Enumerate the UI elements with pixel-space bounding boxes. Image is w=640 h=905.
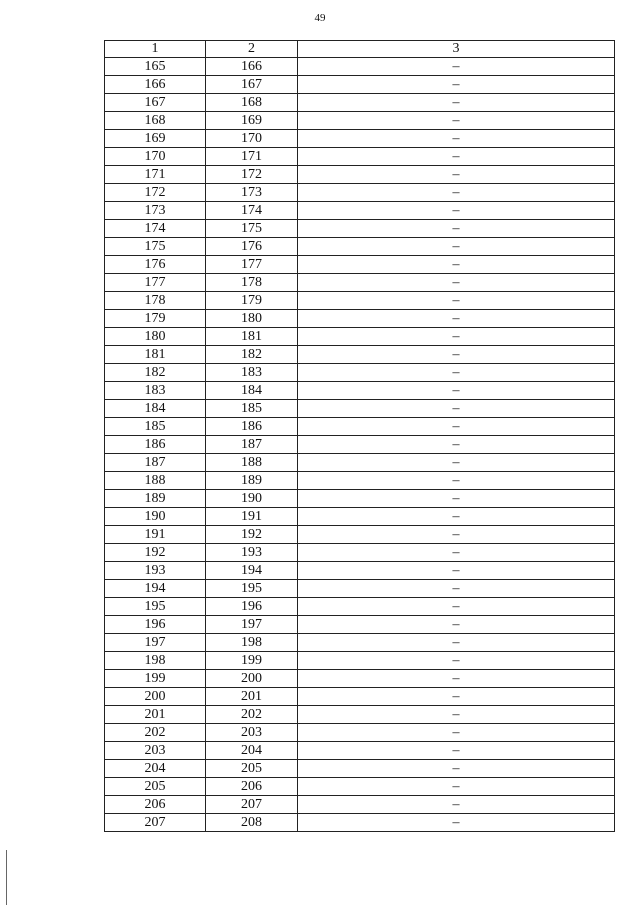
table-row [105, 130, 615, 148]
table-body [105, 58, 615, 832]
table-row [105, 202, 615, 220]
table-cell-col3: – [298, 436, 615, 454]
table-cell-col1: 167 [105, 94, 206, 112]
table-cell-col1: 202 [105, 724, 206, 742]
table-row [105, 760, 615, 778]
scan-edge-line [6, 850, 7, 905]
table-cell-col1: 178 [105, 292, 206, 310]
table-cell-col2: 206 [206, 778, 298, 796]
table-row [105, 346, 615, 364]
table-row [105, 454, 615, 472]
table-cell-col2: 188 [206, 454, 298, 472]
table-cell-col1: 174 [105, 220, 206, 238]
table-cell-col1: 192 [105, 544, 206, 562]
table-cell-col3: – [298, 220, 615, 238]
table-cell-col2: 181 [206, 328, 298, 346]
table-cell-col1: 197 [105, 634, 206, 652]
table-cell-col2: 168 [206, 94, 298, 112]
table-row [105, 688, 615, 706]
table-cell-col3: – [298, 184, 615, 202]
table-row [105, 94, 615, 112]
table-cell-col3: – [298, 598, 615, 616]
table-cell-col1: 173 [105, 202, 206, 220]
table-cell-col3: – [298, 310, 615, 328]
table-cell-col1: 199 [105, 670, 206, 688]
table-cell-col2: 172 [206, 166, 298, 184]
table-cell-col3: – [298, 760, 615, 778]
table-row [105, 472, 615, 490]
table-row [105, 526, 615, 544]
table-cell-col2: 183 [206, 364, 298, 382]
table-cell-col3: – [298, 706, 615, 724]
table-row [105, 220, 615, 238]
table-cell-col2: 180 [206, 310, 298, 328]
table-cell-col3: – [298, 274, 615, 292]
table-cell-col2: 186 [206, 418, 298, 436]
table-cell-col2: 170 [206, 130, 298, 148]
table-row [105, 184, 615, 202]
table-cell-col3: – [298, 382, 615, 400]
table-row [105, 544, 615, 562]
table-cell-col1: 186 [105, 436, 206, 454]
table-cell-col2: 198 [206, 634, 298, 652]
table-cell-col3: – [298, 130, 615, 148]
table-row [105, 328, 615, 346]
table-cell-col3: – [298, 670, 615, 688]
table-cell-col1: 165 [105, 58, 206, 76]
table-row [105, 706, 615, 724]
table-cell-col2: 173 [206, 184, 298, 202]
table-cell-col2: 178 [206, 274, 298, 292]
table-cell-col1: 194 [105, 580, 206, 598]
table-row [105, 580, 615, 598]
table-cell-col3: – [298, 148, 615, 166]
table-row [105, 598, 615, 616]
table-row [105, 148, 615, 166]
table-cell-col3: – [298, 238, 615, 256]
table-row [105, 814, 615, 832]
table-cell-col2: 176 [206, 238, 298, 256]
table-cell-col1: 168 [105, 112, 206, 130]
table-cell-col1: 190 [105, 508, 206, 526]
table-cell-col2: 166 [206, 58, 298, 76]
table-row [105, 364, 615, 382]
table-cell-col1: 201 [105, 706, 206, 724]
table-cell-col3: – [298, 346, 615, 364]
table-cell-col3: – [298, 562, 615, 580]
table-cell-col1: 169 [105, 130, 206, 148]
table-row [105, 310, 615, 328]
table-cell-col1: 203 [105, 742, 206, 760]
table-cell-col3: – [298, 454, 615, 472]
table-cell-col1: 175 [105, 238, 206, 256]
table-cell-col2: 207 [206, 796, 298, 814]
table-cell-col3: – [298, 634, 615, 652]
table-row [105, 166, 615, 184]
table-row [105, 382, 615, 400]
header-row [105, 41, 615, 58]
page-number: 49 [314, 12, 326, 24]
table-row [105, 436, 615, 454]
table-cell-col2: 195 [206, 580, 298, 598]
column-header-3: 3 [298, 41, 615, 58]
table-cell-col1: 206 [105, 796, 206, 814]
column-header-1: 1 [105, 41, 206, 58]
table-cell-col1: 188 [105, 472, 206, 490]
table-cell-col2: 177 [206, 256, 298, 274]
table-cell-col3: – [298, 256, 615, 274]
table-row [105, 400, 615, 418]
table-cell-col1: 179 [105, 310, 206, 328]
table-cell-col1: 205 [105, 778, 206, 796]
table-cell-col3: – [298, 58, 615, 76]
table-cell-col3: – [298, 796, 615, 814]
table-row [105, 562, 615, 580]
table-cell-col3: – [298, 202, 615, 220]
table-cell-col2: 201 [206, 688, 298, 706]
table-cell-col3: – [298, 778, 615, 796]
table-row [105, 670, 615, 688]
table-row [105, 274, 615, 292]
table-cell-col3: – [298, 742, 615, 760]
table-row [105, 112, 615, 130]
table-cell-col3: – [298, 814, 615, 832]
table-cell-col2: 179 [206, 292, 298, 310]
data-table [104, 40, 615, 832]
table-row [105, 724, 615, 742]
table-cell-col3: – [298, 508, 615, 526]
table-cell-col2: 184 [206, 382, 298, 400]
table-cell-col1: 204 [105, 760, 206, 778]
table-cell-col1: 193 [105, 562, 206, 580]
table-row [105, 490, 615, 508]
table-cell-col1: 195 [105, 598, 206, 616]
table-cell-col1: 172 [105, 184, 206, 202]
table-cell-col2: 169 [206, 112, 298, 130]
table-cell-col2: 194 [206, 562, 298, 580]
table-row [105, 634, 615, 652]
table-row [105, 292, 615, 310]
table-row [105, 742, 615, 760]
table-cell-col2: 189 [206, 472, 298, 490]
table-cell-col2: 199 [206, 652, 298, 670]
table-cell-col2: 197 [206, 616, 298, 634]
table-row [105, 76, 615, 94]
table-cell-col3: – [298, 652, 615, 670]
table-cell-col3: – [298, 418, 615, 436]
table-cell-col2: 185 [206, 400, 298, 418]
table-cell-col2: 203 [206, 724, 298, 742]
table-cell-col1: 177 [105, 274, 206, 292]
table-row [105, 508, 615, 526]
table-cell-col1: 176 [105, 256, 206, 274]
table-cell-col2: 174 [206, 202, 298, 220]
table-row [105, 796, 615, 814]
table-row [105, 778, 615, 796]
table-cell-col1: 182 [105, 364, 206, 382]
table-cell-col2: 175 [206, 220, 298, 238]
table-cell-col3: – [298, 400, 615, 418]
table-cell-col3: – [298, 166, 615, 184]
table-header [105, 41, 615, 58]
table-row [105, 616, 615, 634]
table-cell-col2: 200 [206, 670, 298, 688]
table-cell-col3: – [298, 364, 615, 382]
table-cell-col1: 171 [105, 166, 206, 184]
table-cell-col2: 205 [206, 760, 298, 778]
table-cell-col1: 181 [105, 346, 206, 364]
table-cell-col1: 189 [105, 490, 206, 508]
table-row [105, 652, 615, 670]
table-cell-col3: – [298, 544, 615, 562]
table-row [105, 58, 615, 76]
table-cell-col1: 187 [105, 454, 206, 472]
table-cell-col1: 198 [105, 652, 206, 670]
table-cell-col3: – [298, 328, 615, 346]
table-cell-col1: 185 [105, 418, 206, 436]
table-cell-col1: 183 [105, 382, 206, 400]
table-cell-col3: – [298, 292, 615, 310]
table-cell-col1: 207 [105, 814, 206, 832]
table-cell-col1: 184 [105, 400, 206, 418]
table-cell-col2: 193 [206, 544, 298, 562]
table-cell-col1: 166 [105, 76, 206, 94]
table-row [105, 238, 615, 256]
table-cell-col3: – [298, 472, 615, 490]
table-cell-col1: 170 [105, 148, 206, 166]
table-cell-col2: 196 [206, 598, 298, 616]
table-cell-col2: 202 [206, 706, 298, 724]
table-cell-col2: 190 [206, 490, 298, 508]
table-cell-col1: 191 [105, 526, 206, 544]
table-cell-col3: – [298, 724, 615, 742]
table-cell-col2: 167 [206, 76, 298, 94]
table-cell-col2: 191 [206, 508, 298, 526]
table-row [105, 256, 615, 274]
table-cell-col2: 187 [206, 436, 298, 454]
table-cell-col2: 182 [206, 346, 298, 364]
table-cell-col2: 208 [206, 814, 298, 832]
table-cell-col2: 192 [206, 526, 298, 544]
table-cell-col3: – [298, 580, 615, 598]
table-cell-col2: 171 [206, 148, 298, 166]
table-cell-col3: – [298, 526, 615, 544]
table-row [105, 418, 615, 436]
table-cell-col3: – [298, 94, 615, 112]
column-header-2: 2 [206, 41, 298, 58]
table-cell-col3: – [298, 112, 615, 130]
table-cell-col3: – [298, 76, 615, 94]
table-cell-col3: – [298, 490, 615, 508]
table-cell-col2: 204 [206, 742, 298, 760]
table-cell-col1: 200 [105, 688, 206, 706]
table-cell-col1: 196 [105, 616, 206, 634]
table-cell-col3: – [298, 688, 615, 706]
table-cell-col3: – [298, 616, 615, 634]
table-cell-col1: 180 [105, 328, 206, 346]
